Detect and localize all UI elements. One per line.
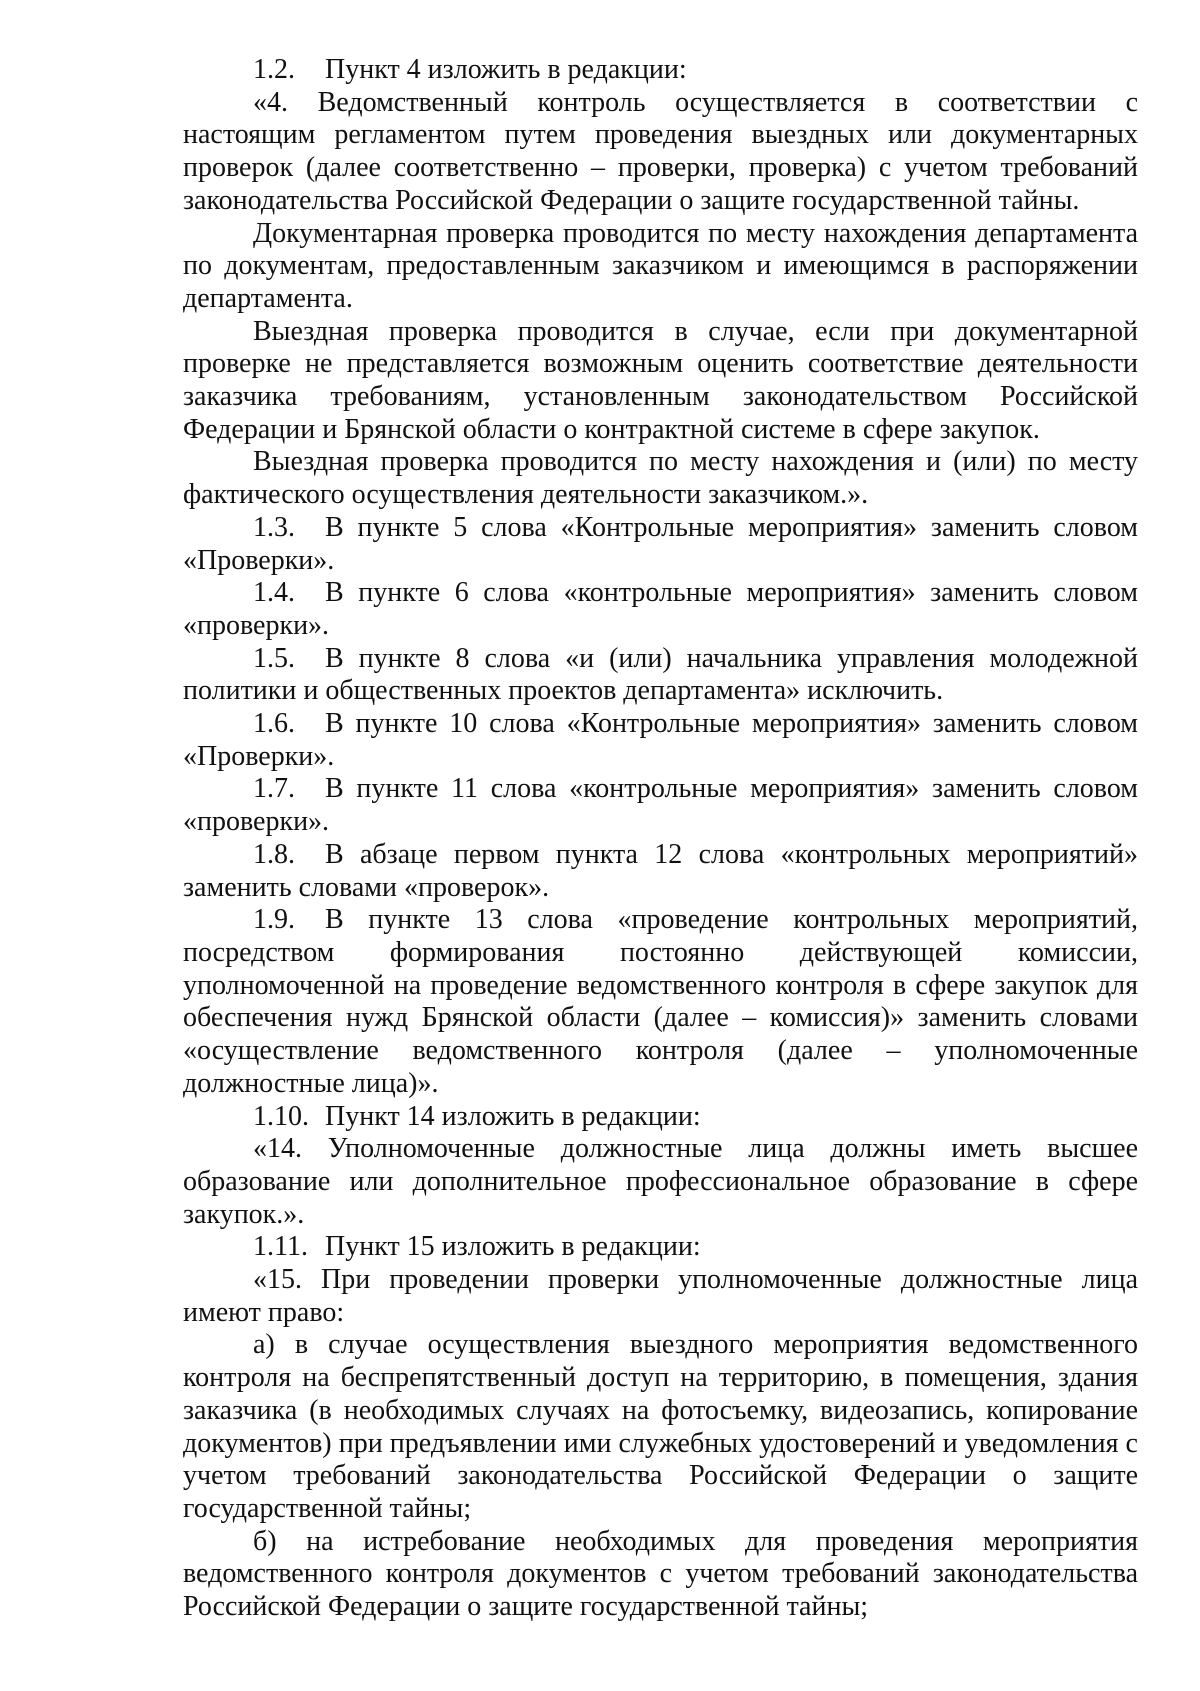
paragraph-quoted-point-14 bbox=[183, 1133, 1138, 1231]
paragraph-text: «14. Уполномоченные должностные лица должны иметь высшее образование или дополнительное профессиональное образование в сфере закупок.». bbox=[183, 1133, 1138, 1230]
item-number: 1.7. bbox=[253, 773, 295, 805]
paragraph-item-1-5 bbox=[183, 643, 1138, 708]
paragraph-quoted-point-4 bbox=[183, 87, 1138, 218]
paragraph-field-check-case bbox=[183, 316, 1138, 447]
paragraph-text: Пункт 14 изложить в редакции: bbox=[325, 1100, 701, 1132]
paragraph-text: «4. Ведомственный контроль осуществляется в соответствии с настоящим регламентом путем проведения выездных или документарных проверок (далее соответственно – проверки, проверка) с учетом требований законодательства Российской Федерации о защите государственной тайны. bbox=[183, 86, 1138, 216]
paragraph-field-check-place bbox=[183, 446, 1138, 511]
paragraph-subitem-a bbox=[183, 1329, 1138, 1525]
item-number: 1.4. bbox=[253, 577, 295, 609]
paragraph-item-1-2 bbox=[183, 54, 1138, 87]
paragraph-text: б) на истребование необходимых для проведения мероприятия ведомственного контроля документов с учетом требований законодательства Российской Федерации о защите государственной тайны; bbox=[183, 1525, 1138, 1623]
paragraph-text: В абзаце первом пункта 12 слова «контрольных мероприятий» заменить словами «проверок». bbox=[183, 838, 1138, 903]
paragraph-text: В пункте 10 слова «Контрольные мероприятия» заменить словом «Проверки». bbox=[183, 708, 1138, 772]
item-number: 1.11. bbox=[253, 1231, 308, 1263]
paragraph-text: В пункте 13 слова «проведение контрольных мероприятий, посредством формирования постоянно действующей комиссии, уполномоченной на проведение ведомственного контроля в сфере закупок для обеспечения нужд Брянской области (далее – комиссия)» заменить словами «осуществление ведомственного контроля (далее – уполномоченные должностные лица)». bbox=[183, 904, 1138, 1099]
item-number: 1.10. bbox=[253, 1100, 309, 1132]
paragraph-item-1-8 bbox=[183, 839, 1138, 904]
paragraph-text: «15. При проведении проверки уполномоченные должностные лица имеют право: bbox=[183, 1264, 1138, 1328]
paragraph-text: В пункте 11 слова «контрольные мероприятия» заменить словом «проверки». bbox=[183, 773, 1138, 838]
paragraph-item-1-6 bbox=[183, 708, 1138, 773]
paragraph-text: В пункте 5 слова «Контрольные мероприятия» заменить словом «Проверки». bbox=[183, 511, 1138, 576]
paragraph-item-1-11 bbox=[183, 1231, 1138, 1264]
paragraph-item-1-4 bbox=[183, 577, 1138, 642]
paragraph-subitem-b bbox=[183, 1526, 1138, 1624]
paragraph-text: Выездная проверка проводится в случае, если при документарной проверке не представляется возможным оценить соответствие деятельности заказчика требованиям, установленным законодательством Российской Федерации и Брянской области о контрактной системе в сфере закупок. bbox=[183, 315, 1138, 445]
document-page bbox=[183, 54, 1138, 1624]
paragraph-text: В пункте 8 слова «и (или) начальника управления молодежной политики и общественных проектов департамента» исключить. bbox=[183, 642, 1138, 707]
item-number: 1.3. bbox=[253, 511, 295, 543]
paragraph-item-1-9 bbox=[183, 904, 1138, 1100]
item-number: 1.8. bbox=[253, 838, 295, 870]
paragraph-text: В пункте 6 слова «контрольные мероприятия» заменить словом «проверки». bbox=[183, 577, 1138, 641]
item-number: 1.9. bbox=[253, 904, 295, 936]
paragraph-documentary-check bbox=[183, 218, 1138, 316]
paragraph-item-1-10 bbox=[183, 1101, 1138, 1134]
paragraph-text: Пункт 15 изложить в редакции: bbox=[325, 1231, 701, 1263]
item-number: 1.2. bbox=[253, 54, 295, 85]
paragraph-text: Документарная проверка проводится по месту нахождения департамента по документам, предоставленным заказчиком и имеющимся в распоряжении департамента. bbox=[183, 217, 1138, 314]
item-number: 1.5. bbox=[253, 642, 295, 674]
paragraph-text: Выездная проверка проводится по месту нахождения и (или) по месту фактического осуществления деятельности заказчиком.». bbox=[183, 446, 1138, 511]
paragraph-text: Пункт 4 изложить в редакции: bbox=[325, 54, 687, 85]
paragraph-item-1-3 bbox=[183, 512, 1138, 577]
item-number: 1.6. bbox=[253, 708, 295, 740]
paragraph-quoted-point-15 bbox=[183, 1264, 1138, 1329]
paragraph-item-1-7 bbox=[183, 773, 1138, 838]
paragraph-text: а) в случае осуществления выездного мероприятия ведомственного контроля на беспрепятственный доступ на территорию, в помещения, здания заказчика (в необходимых случаях на фотосъемку, видеозапись, копирование документов) при предъявлении ими служебных удостоверений и уведомления с учетом требований законодательства Российской Федерации о защите государственной тайны; bbox=[183, 1329, 1138, 1524]
